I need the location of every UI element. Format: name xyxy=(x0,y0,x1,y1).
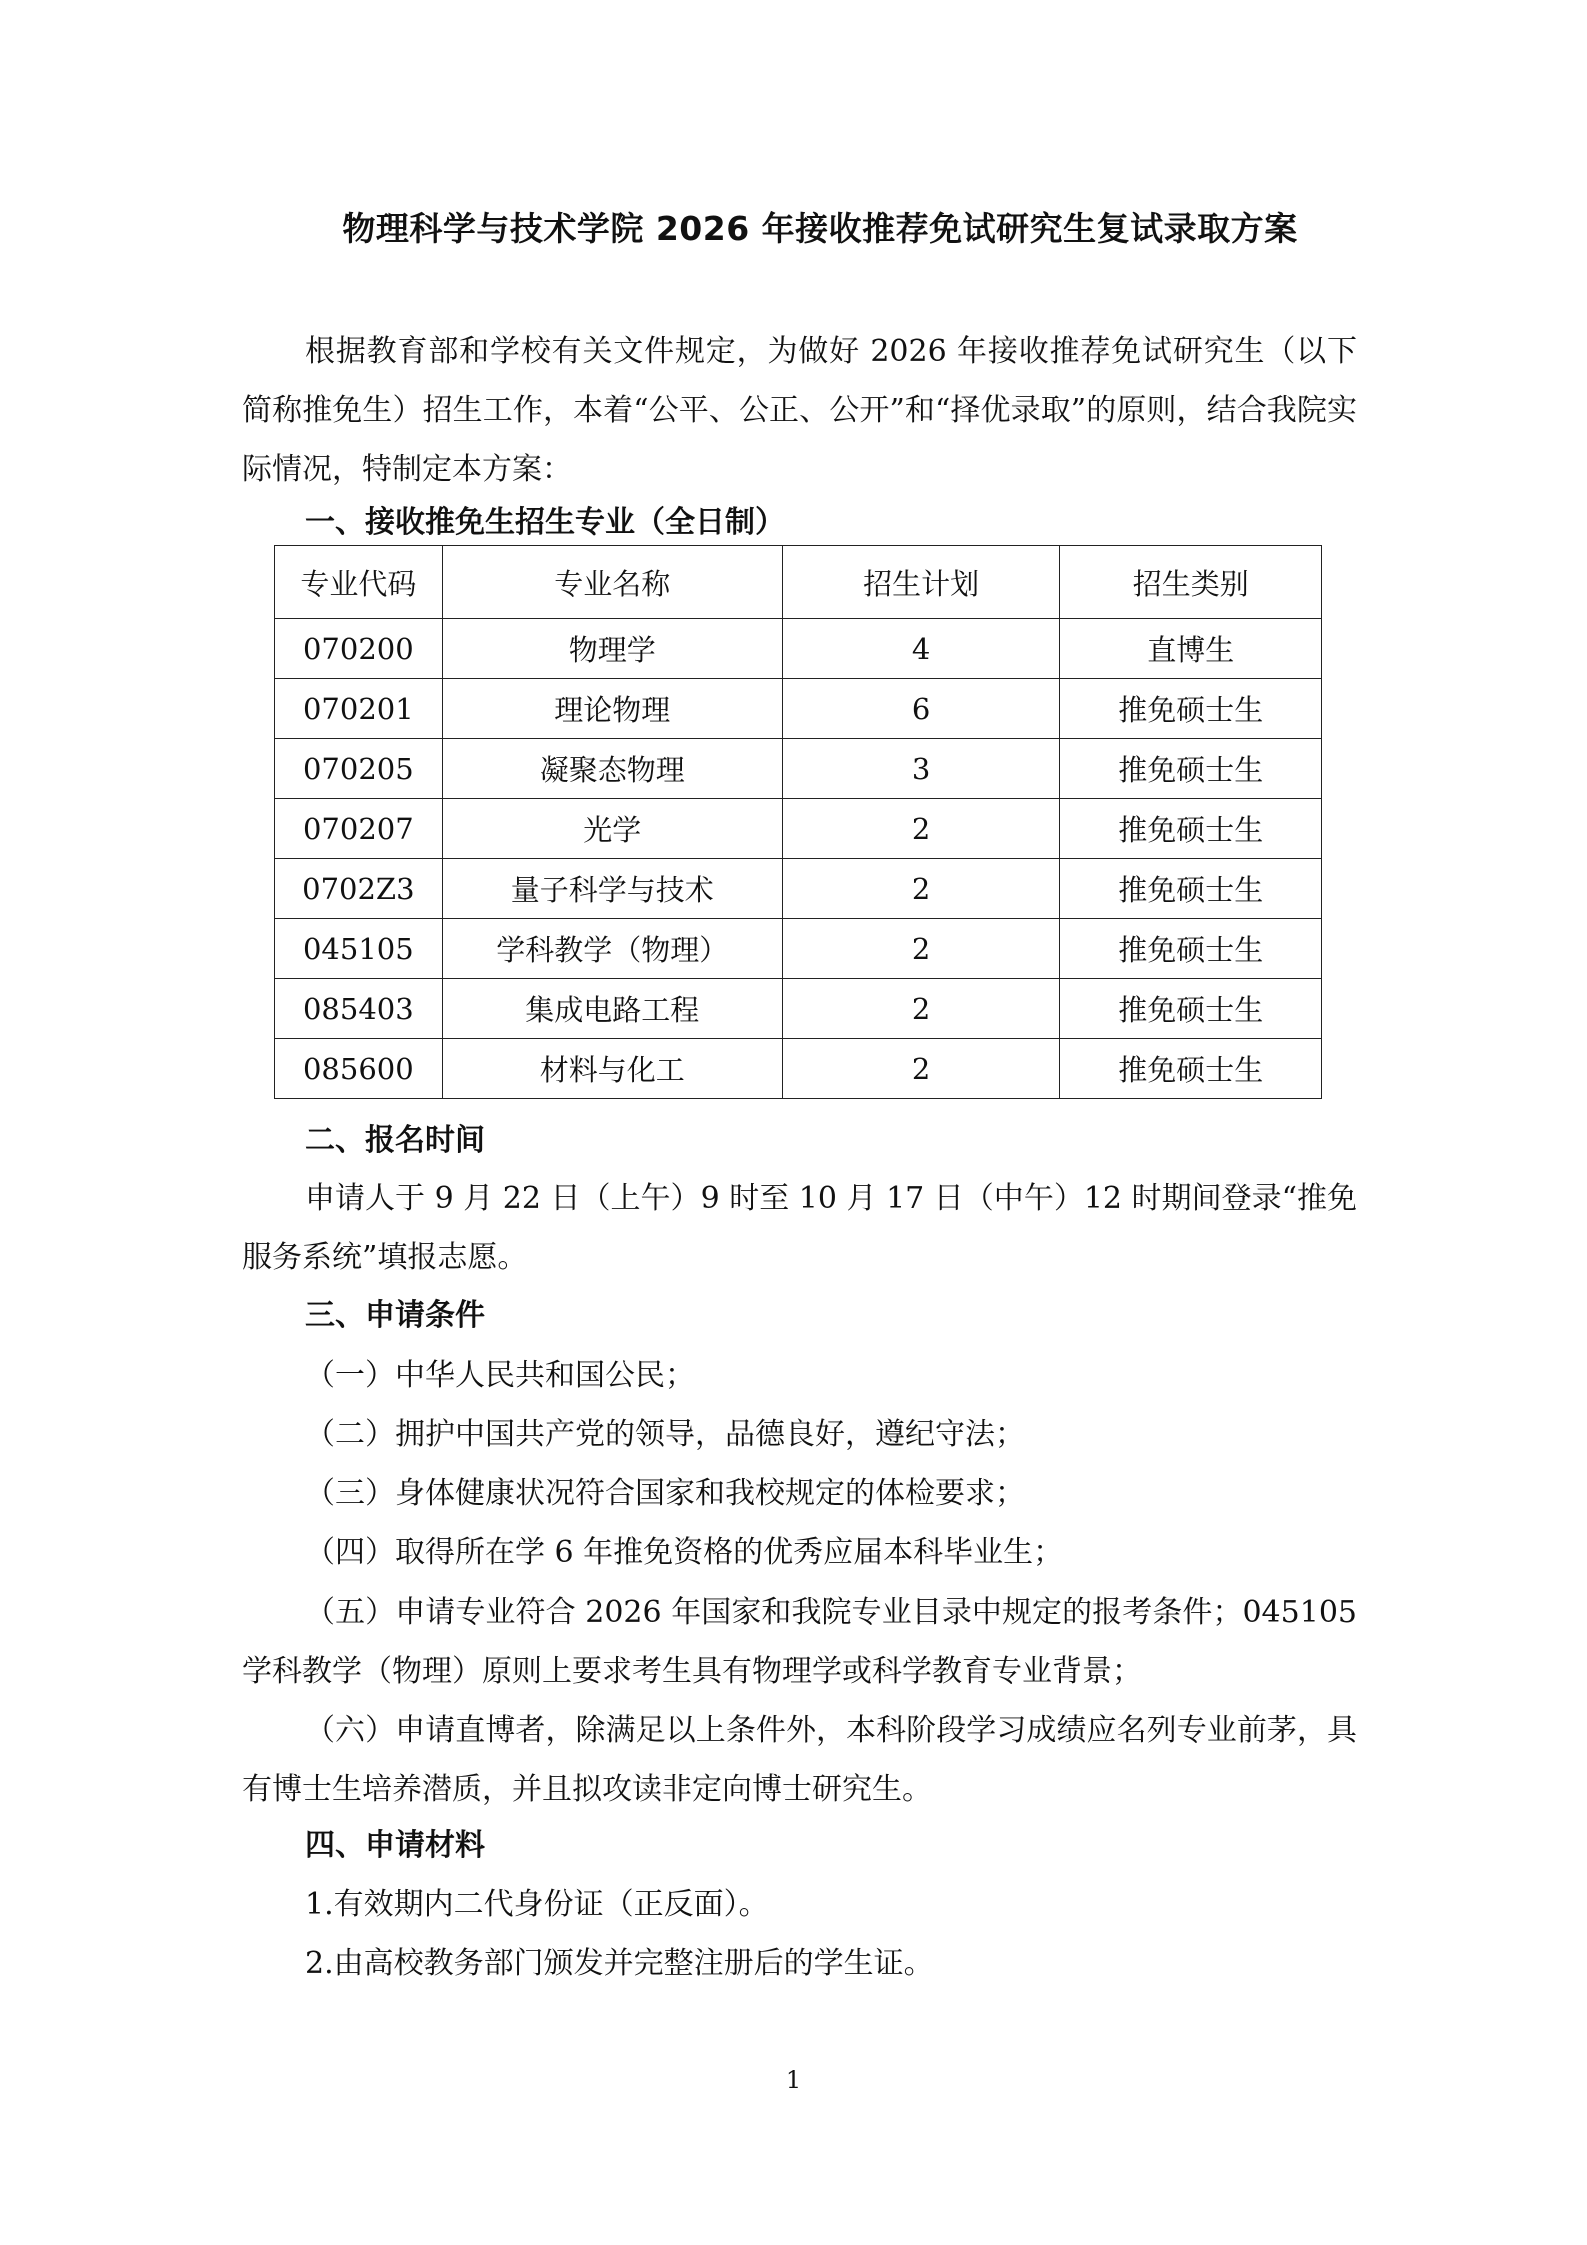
cell-code: 085600 xyxy=(275,1039,443,1099)
cell-plan: 2 xyxy=(782,979,1059,1039)
cell-type: 推免硕士生 xyxy=(1060,919,1322,979)
condition-item: （六）申请直博者，除满足以上条件外，本科阶段学习成绩应名列专业前茅，具有博士生培养潜质，并且拟攻读非定向博士研究生。 xyxy=(242,1713,1357,1807)
document-title: 物理科学与技术学院 2026 年接收推荐免试研究生复试录取方案 xyxy=(342,209,1298,248)
material-item: 1.有效期内二代身份证（正反面）。 xyxy=(305,1887,769,1922)
cell-plan: 6 xyxy=(782,679,1059,739)
cell-plan: 2 xyxy=(782,859,1059,919)
cell-type: 推免硕士生 xyxy=(1060,1039,1322,1099)
section1-heading: 一、接收推免生招生专业（全日制） xyxy=(305,505,785,540)
section3-heading: 三、申请条件 xyxy=(305,1298,485,1333)
cell-code: 045105 xyxy=(275,919,443,979)
header-name: 专业名称 xyxy=(442,546,782,619)
cell-name: 量子科学与技术 xyxy=(442,859,782,919)
cell-type: 推免硕士生 xyxy=(1060,979,1322,1039)
material-item: 2.由高校教务部门颁发并完整注册后的学生证。 xyxy=(305,1946,934,1981)
cell-plan: 4 xyxy=(782,619,1059,679)
table-row xyxy=(275,859,1322,919)
condition-item: （三）身体健康状况符合国家和我校规定的体检要求； xyxy=(305,1476,1025,1511)
header-type: 招生类别 xyxy=(1060,546,1322,619)
cell-name: 学科教学（物理） xyxy=(442,919,782,979)
cell-name: 材料与化工 xyxy=(442,1039,782,1099)
cell-type: 直博生 xyxy=(1060,619,1322,679)
cell-name: 理论物理 xyxy=(442,679,782,739)
cell-code: 070201 xyxy=(275,679,443,739)
cell-plan: 2 xyxy=(782,799,1059,859)
section2-heading: 二、报名时间 xyxy=(305,1123,485,1158)
cell-code: 0702Z3 xyxy=(275,859,443,919)
table-row xyxy=(275,739,1322,799)
table-header-row xyxy=(275,546,1322,619)
cell-plan: 2 xyxy=(782,919,1059,979)
section4-heading: 四、申请材料 xyxy=(305,1828,485,1863)
cell-code: 070200 xyxy=(275,619,443,679)
header-code: 专业代码 xyxy=(275,546,443,619)
condition-item: （五）申请专业符合 2026 年国家和我院专业目录中规定的报考条件；045105 学科教学（物理）原则上要求考生具有物理学或科学教育专业背景； xyxy=(242,1595,1357,1689)
cell-code: 070205 xyxy=(275,739,443,799)
condition-item: （四）取得所在学 6 年推免资格的优秀应届本科毕业生； xyxy=(305,1535,1064,1570)
page-number: 1 xyxy=(785,2066,802,2094)
table-row xyxy=(275,1039,1322,1099)
table-row xyxy=(275,799,1322,859)
condition-item: （一）中华人民共和国公民； xyxy=(305,1358,695,1393)
cell-type: 推免硕士生 xyxy=(1060,799,1322,859)
major-quota-table xyxy=(274,545,1322,1099)
cell-type: 推免硕士生 xyxy=(1060,739,1322,799)
cell-code: 085403 xyxy=(275,979,443,1039)
condition-item: （二）拥护中国共产党的领导，品德良好，遵纪守法； xyxy=(305,1417,1025,1452)
table-row xyxy=(275,679,1322,739)
cell-name: 物理学 xyxy=(442,619,782,679)
cell-name: 凝聚态物理 xyxy=(442,739,782,799)
intro-paragraph: 根据教育部和学校有关文件规定，为做好 2026 年接收推荐免试研究生（以下简称推免生）招生工作，本着“公平、公正、公开”和“择优录取”的原则，结合我院实际情况，特制定本方案： xyxy=(242,334,1357,487)
cell-type: 推免硕士生 xyxy=(1060,859,1322,919)
table-row xyxy=(275,619,1322,679)
table-row xyxy=(275,979,1322,1039)
cell-name: 集成电路工程 xyxy=(442,979,782,1039)
cell-type: 推免硕士生 xyxy=(1060,679,1322,739)
cell-plan: 2 xyxy=(782,1039,1059,1099)
cell-plan: 3 xyxy=(782,739,1059,799)
cell-code: 070207 xyxy=(275,799,443,859)
cell-name: 光学 xyxy=(442,799,782,859)
table-row xyxy=(275,919,1322,979)
header-plan: 招生计划 xyxy=(782,546,1059,619)
section2-text: 申请人于 9 月 22 日（上午）9 时至 10 月 17 日（中午）12 时期间登录“推免服务系统”填报志愿。 xyxy=(242,1181,1357,1275)
